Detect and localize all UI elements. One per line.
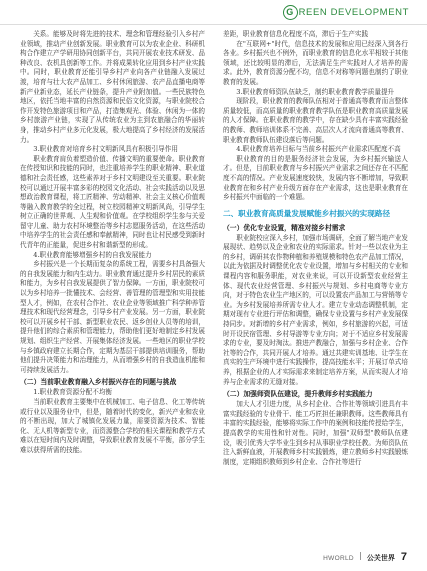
section-subheading: （二）加强师资队伍建设，提升教师乡村实践能力 <box>223 390 373 399</box>
subheading: 3.职业教育对培育乡村文明新风具有积极引导作用 <box>33 145 178 154</box>
section-subheading: （二）当前职业教育融入乡村振兴存在的问题与挑战 <box>20 378 177 387</box>
right-column <box>223 30 408 545</box>
subheading: 3.职业教育师资队伍缺乏，制约职业教育教学质量提升 <box>236 87 395 96</box>
article-body <box>20 30 408 545</box>
paragraph: 在"互联网+"时代，信息技术的发展和应用已经深入到各行各业。乡村振兴也不例外，而职业教育的信息化水平相较于其他领域，还比较明显的滞后，无法满足生产实践对人才培养的需求。此外，教育资源分配不均，信息不对称等问题也制约了职业教育的发展。 <box>223 39 408 86</box>
brand-text: REEN DEVELOPMENT <box>298 6 409 18</box>
footer-journal-en: HWORLD <box>323 555 354 562</box>
section-subheading: （一）优化专业设置，精准对接乡村需求 <box>223 223 346 232</box>
subheading: 4.职业教育培养目标与当前乡村振兴产业需求匹配度不高 <box>236 145 401 154</box>
footer-divider <box>360 552 361 560</box>
section-title: 二、职业教育高质量发展赋能乡村振兴的实现路径 <box>223 208 391 218</box>
paragraph: 职业教育的目的是服务经济社会发展，为乡村振兴输送人才。但是，目前职业教育与乡村振兴产业需求之间还存在不匹配度不高的情况。产业发展速度较快，发展内容不断增加，导致职业教育在和乡村产业升级方面存在产业需求，这也是职业教育在乡村振兴中面临的一个难题。 <box>223 154 408 202</box>
page-header <box>0 0 427 24</box>
page-number: 7 <box>400 551 407 563</box>
paragraph: 职业教育肩负着塑造价值、传播文明的重要使命。职业教育在传授知识和技能的同时，也注重培养学生的职业精神、职业道德和社会责任感，这些素养对于乡村文明建设至关重要。职业院校可以通过开展丰富多彩的校园文化活动、社会实践活动以及思想政治教育课程，将工匠精神、劳动精神、社会主义核心价值观等融入教育教学的全过程，树立校园精神文明新风尚，引导学生树立正确的世界观、人生观和价值观。在学校组织学生参与关爱留守儿童、助力农村环境整治等乡村志愿服务活动，在这些活动中培养学生的社会责任感和奉献精神，同时也让村民感受到新时代青年的正能量，促进乡村和谐新型的形成。 <box>20 154 205 250</box>
left-column <box>20 30 205 545</box>
paragraph: 加大人才引进力度，从乡村企业、合作社等领域引进具有丰富实践经验的专业骨干、能工巧匠担任兼职教师。这些教师具有丰富的实践经验，能够将实际工作中的案例和技能传授给学生，提高教学的实用性和针对性。同时，加强"双师型"教师队伍建设，吸引优秀大学毕业生到乡村从事职业学校任教。为师资队伍注入新鲜血液，开展教师乡村实践锻炼，建立教师乡村实践锻炼制度，定期组织教师到乡村企业、合作社等进行 <box>223 400 408 466</box>
paragraph: 关系。能够及时将先进的技术、理念和管理经验引入乡村产业领域，推动产业创新发展。职业教育可以为农业企业、科研机构合作建立产学研用协同创新平台，共同开展农业技术研发、品种改良、农机具创新等工作。并将成果转化应用到乡村产业实践中。同时，职业教育还能引导乡村产业向各产业链融入发展过渡，培育与壮大农产品加工、乡村休闲旅游、农产品直播电商等新产业新业态，延长产业链条，提升产业附加值。一些民族特色地区，依托当地丰富的自然资源和民俗文化资源，与职业院校合作开发特色旅游项目和产品，打造集观光、体验、休闲为一体的乡村旅游产业链，实现了从传统农业为主到农旅融合的华丽转身，推动乡村产业多元化发展，极大地提高了乡村经济的发展活力。 <box>20 30 205 144</box>
paragraph: 乡村振兴是一个长期而复杂的系统工程，需要乡村具备强大的自我发展能力和内生动力。职业教育通过提升乡村居民的素质和能力，为乡村自我发展提供了智力保障。一方面，职业院校可以为乡村培养一批懂技术、会经营、善管理的管理型和实用技能型人才，例如，在农村合作社、农业企业等领域推广科学种养管理技术和现代经营理念，引导乡村产业发展。另一方面，职业院校可以开展乡村干部、新型职业农民、返乡创业人员等的培训，提升他们的综合素质和管理能力，帮助他们更好地制定乡村发展规划、组织生产经营、开展集体经济发展。一些地区的职业学校与乡镇政府建立长期合作，定期为基层干部提供培训服务，帮助他们提升决策能力和治理能力，从而增强乡村的自我造血机能和可持续发展活力。 <box>20 260 205 374</box>
brand-g-icon: G <box>283 5 298 20</box>
paragraph: 职业院校应深入乡村，加强市场调研，全面了解当地产业发展现状、趋势以及企业和农业的实际需求。针对一些以农业为主的乡村，调研其农作物种植和养殖规模和特色农产品加工情况，以此为依据及时调整优化农专业设置，增加与乡村相关的专业和课程内容和服务职能，对农业来说，可以开设新型农业经营主体、现代农业经营管理、乡村振兴与规划、乡村电商等专业方向，对于特色农业生产地区的，可以设置农产品加工与营销等专业。为乡村发展培养所需专业人才。建立专业动态调整机制，定期对现有专业进行评估和调整，确保专业设置与乡村产业发展保持同步。对新增的乡村产业需求，例如，乡村旅游的兴起，可适时开设民宿管理、乡村导游等专业方向；对于不适应乡村发展需求的专业，要及时淘汰。推进产教融合，加强与乡村企业、合作社等的合作，共同开展人才培养。通过共建实训基地、让学生在真实的生产环境中进行实践操作，提高技能水平；开展订单式培养，根据企业的人才实际需求来制定培养方案，从而实现人才培养与企业需求的无缝对接。 <box>223 233 408 386</box>
subheading: 1.职业教育资源分配不均衡 <box>33 388 113 397</box>
footer-journal-cn: 公关世界 <box>366 555 395 562</box>
brand-logo <box>283 5 409 20</box>
paragraph: 当前职业教育主要集中在机械加工、电子信息、化工等传统或行业以及服务业中，但是，随着时代的变化，新兴产业和农业的不断出现，加大了城镇化发展力量，需要资源为技术、智能化、无人机等新型专业，而资源整合学校的相关课程和教学方式难以在短时间内及时调整，导致职业教育发展不平衡，部分学生难以获得所需的技能。 <box>20 397 205 454</box>
paragraph: 现阶段，职业教育的教师队伍相对于普通高等教育而言整体质量较低，而高质量的职业教育教学队伍是职业教育高质量发展的人才保障。在职业教育的教学中，存在缺少具有丰富实践经验的教师、教师培训体系不完善、高层次人才流向普通高等教育、职业教育教师队伍建设落后等问题。 <box>223 97 408 144</box>
subheading: 4.职业教育能够增强乡村的自我发展能力 <box>33 250 152 259</box>
paragraph: 差距，职业教育信息化程度不高，滞后于生产实践 <box>223 30 369 38</box>
header-divider <box>0 24 427 25</box>
page-footer <box>323 551 407 563</box>
